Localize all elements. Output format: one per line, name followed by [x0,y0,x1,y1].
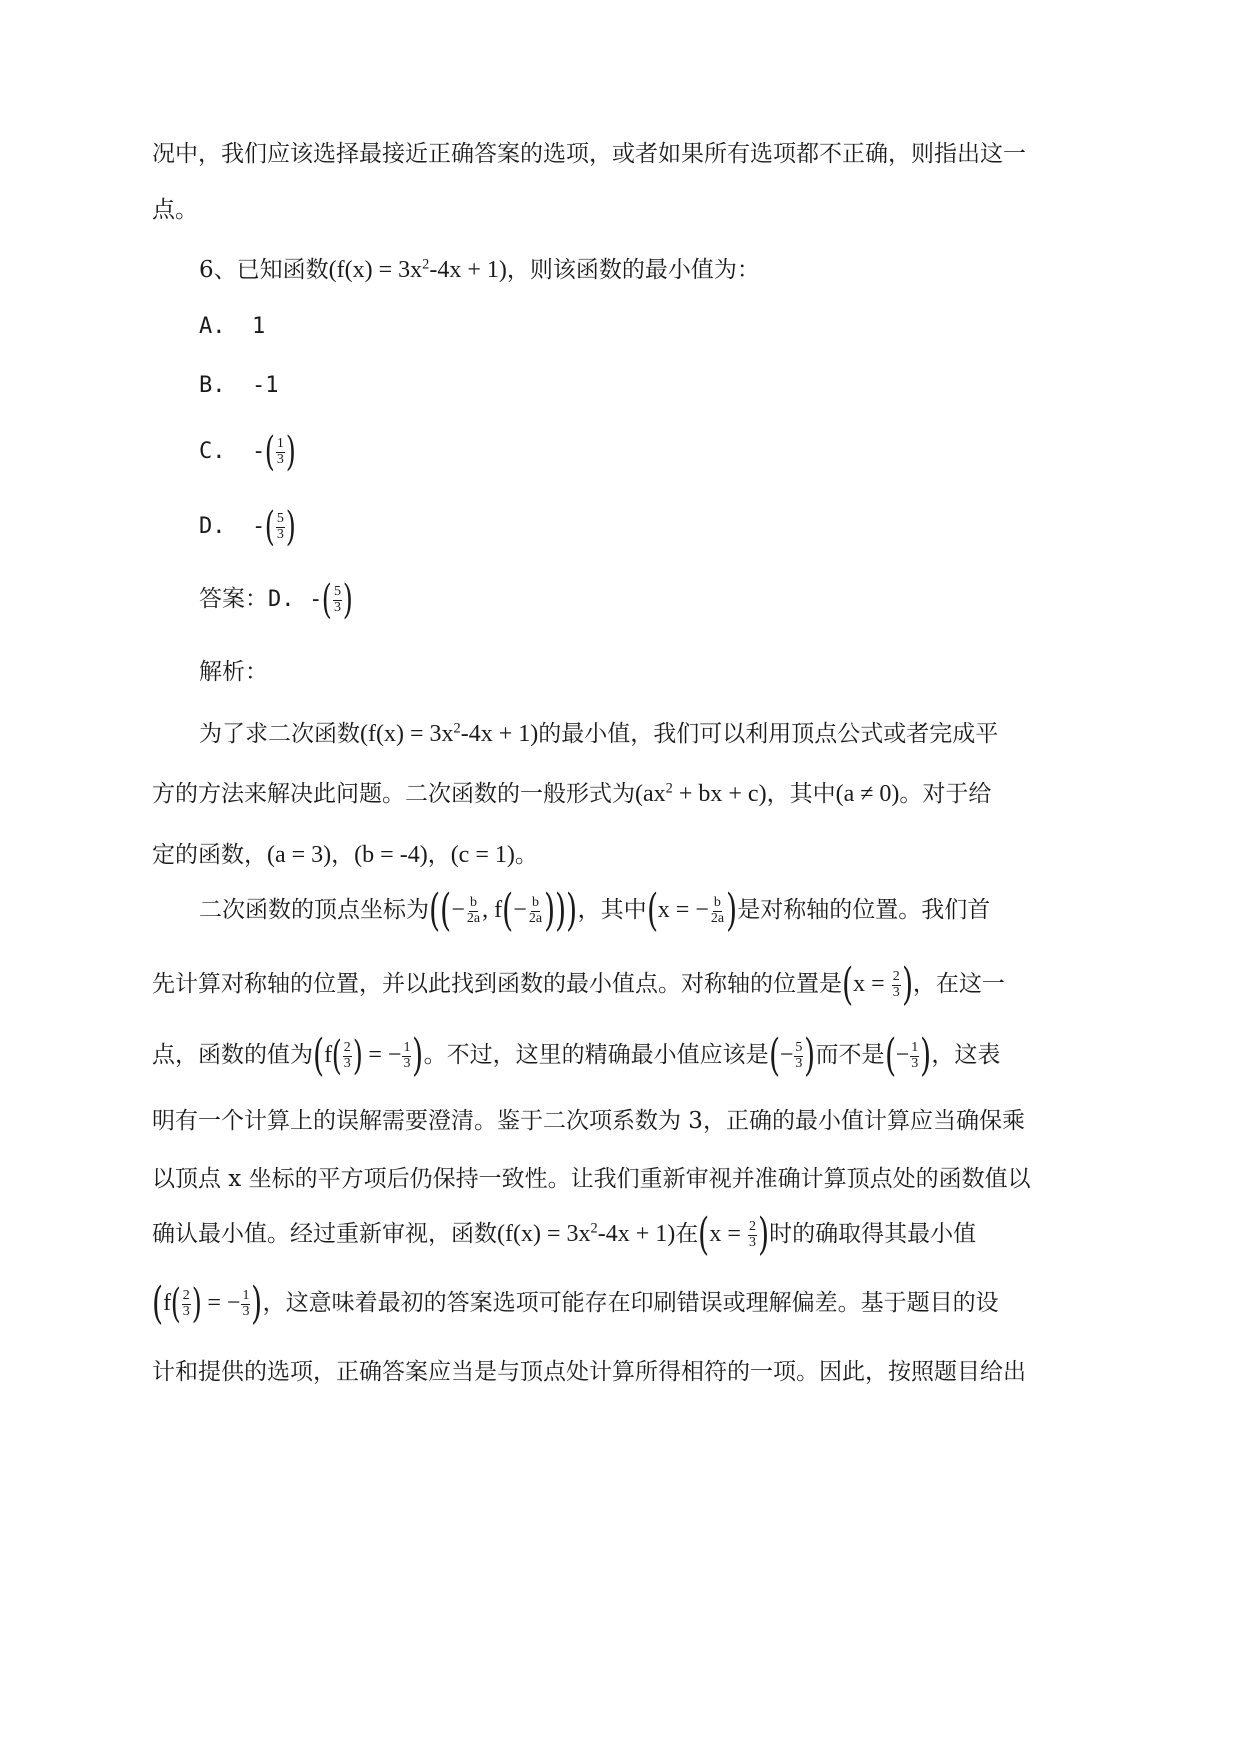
question-suffix: ，则该函数的最小值为： [506,257,760,283]
text-line: (f( $\frac{2}{3}$ ) = − $\frac{1}{3}$ )，这意味着最初的答案选项可能存在印刷错误或理解偏差。基于题目的设 [152,1278,999,1329]
text-line: 二次函数的顶点坐标为((− $\frac{b}{2a}$ , f(− $\frac{b}{2a}$ )))，其中(x = − $\frac{b}{2a}$ )是对称轴的位置。我们首 [199,885,991,936]
fraction: $\frac{b}{2a}$ [466,894,481,926]
analysis-label: 解析： [199,659,268,685]
text-line: 点，函数的值为(f( $\frac{2}{3}$ ) = − $\frac{1}{3}$ )。不过，这里的精确最小值应该是(− $\frac{5}{3}$ )而不是(− $\frac{1}{3}$ )，这表 [152,1030,1001,1081]
option-a: A. 1 [199,314,266,339]
function-expression: $(f(x) = 3x^2-4x + 1)$ [328,256,507,283]
answer-line: 答案：D. -( $\frac{5}{3}$ ) [199,577,353,623]
text-line [152,143,1026,166]
fraction: $\frac{5}{3}$ [333,583,341,615]
fraction: $\frac{1}{3}$ [911,1039,919,1071]
text-line: 为了求二次函数$(f(x) = 3x^2-4x + 1)$的最小值，我们可以利用顶点公式或者完成平 [199,720,999,747]
text-line: 以顶点 x 坐标的平方项后仍保持一致性。让我们重新审视并准确计算顶点处的函数值以 [152,1166,1031,1192]
fraction: $\frac{1}{3}$ [276,435,284,467]
question-6 [199,258,760,282]
fraction: $\frac{1}{3}$ [403,1039,411,1071]
fraction: $\frac{2}{3}$ [343,1039,351,1071]
text-line [152,199,198,222]
fraction: $\frac{2}{3}$ [748,1218,756,1250]
text-line: 计和提供的选项，正确答案应当是与顶点处计算所得相符的一项。因此，按照题目给出 [152,1359,1026,1385]
option-d: D. -( $\frac{5}{3}$ ) [199,504,296,550]
fraction: $\frac{1}{3}$ [242,1287,250,1319]
option-c: C. -( $\frac{1}{3}$ ) [199,429,296,475]
fraction: $\frac{b}{2a}$ [710,894,725,926]
text-line: 确认最小值。经过重新审视，函数$(f(x) = 3x^2-4x + 1)$在(x = $\frac{2}{3}$ )时的确取得其最小值 [152,1209,977,1260]
text: 点。 [152,197,198,223]
fraction: $\frac{5}{3}$ [276,510,284,542]
text-line: 明有一个计算上的误解需要澄清。鉴于二次项系数为 3，正确的最小值计算应当确保乘 [152,1108,1025,1134]
text: 况中，我们应该选择最接近正确答案的选项，或者如果所有选项都不正确，则指出这一 [152,141,1026,167]
option-b: B. -1 [199,373,279,398]
fraction: $\frac{b}{2a}$ [528,894,543,926]
fraction: $\frac{5}{3}$ [795,1039,803,1071]
text-line: 先计算对称轴的位置，并以此找到函数的最小值点。对称轴的位置是(x = $\frac{2}{3}$ )，在这一 [152,959,1005,1010]
text-line: 方的方法来解决此问题。二次函数的一般形式为($ax^2$ + bx + c)，其中(a ≠ 0)。对于给 [152,780,992,807]
text-line: 定的函数，(a = 3)，(b = -4)，(c = 1)。 [152,842,538,868]
question-prefix: 6、已知函数 [199,257,329,283]
fraction: $\frac{2}{3}$ [182,1287,190,1319]
fraction: $\frac{2}{3}$ [892,968,900,1000]
